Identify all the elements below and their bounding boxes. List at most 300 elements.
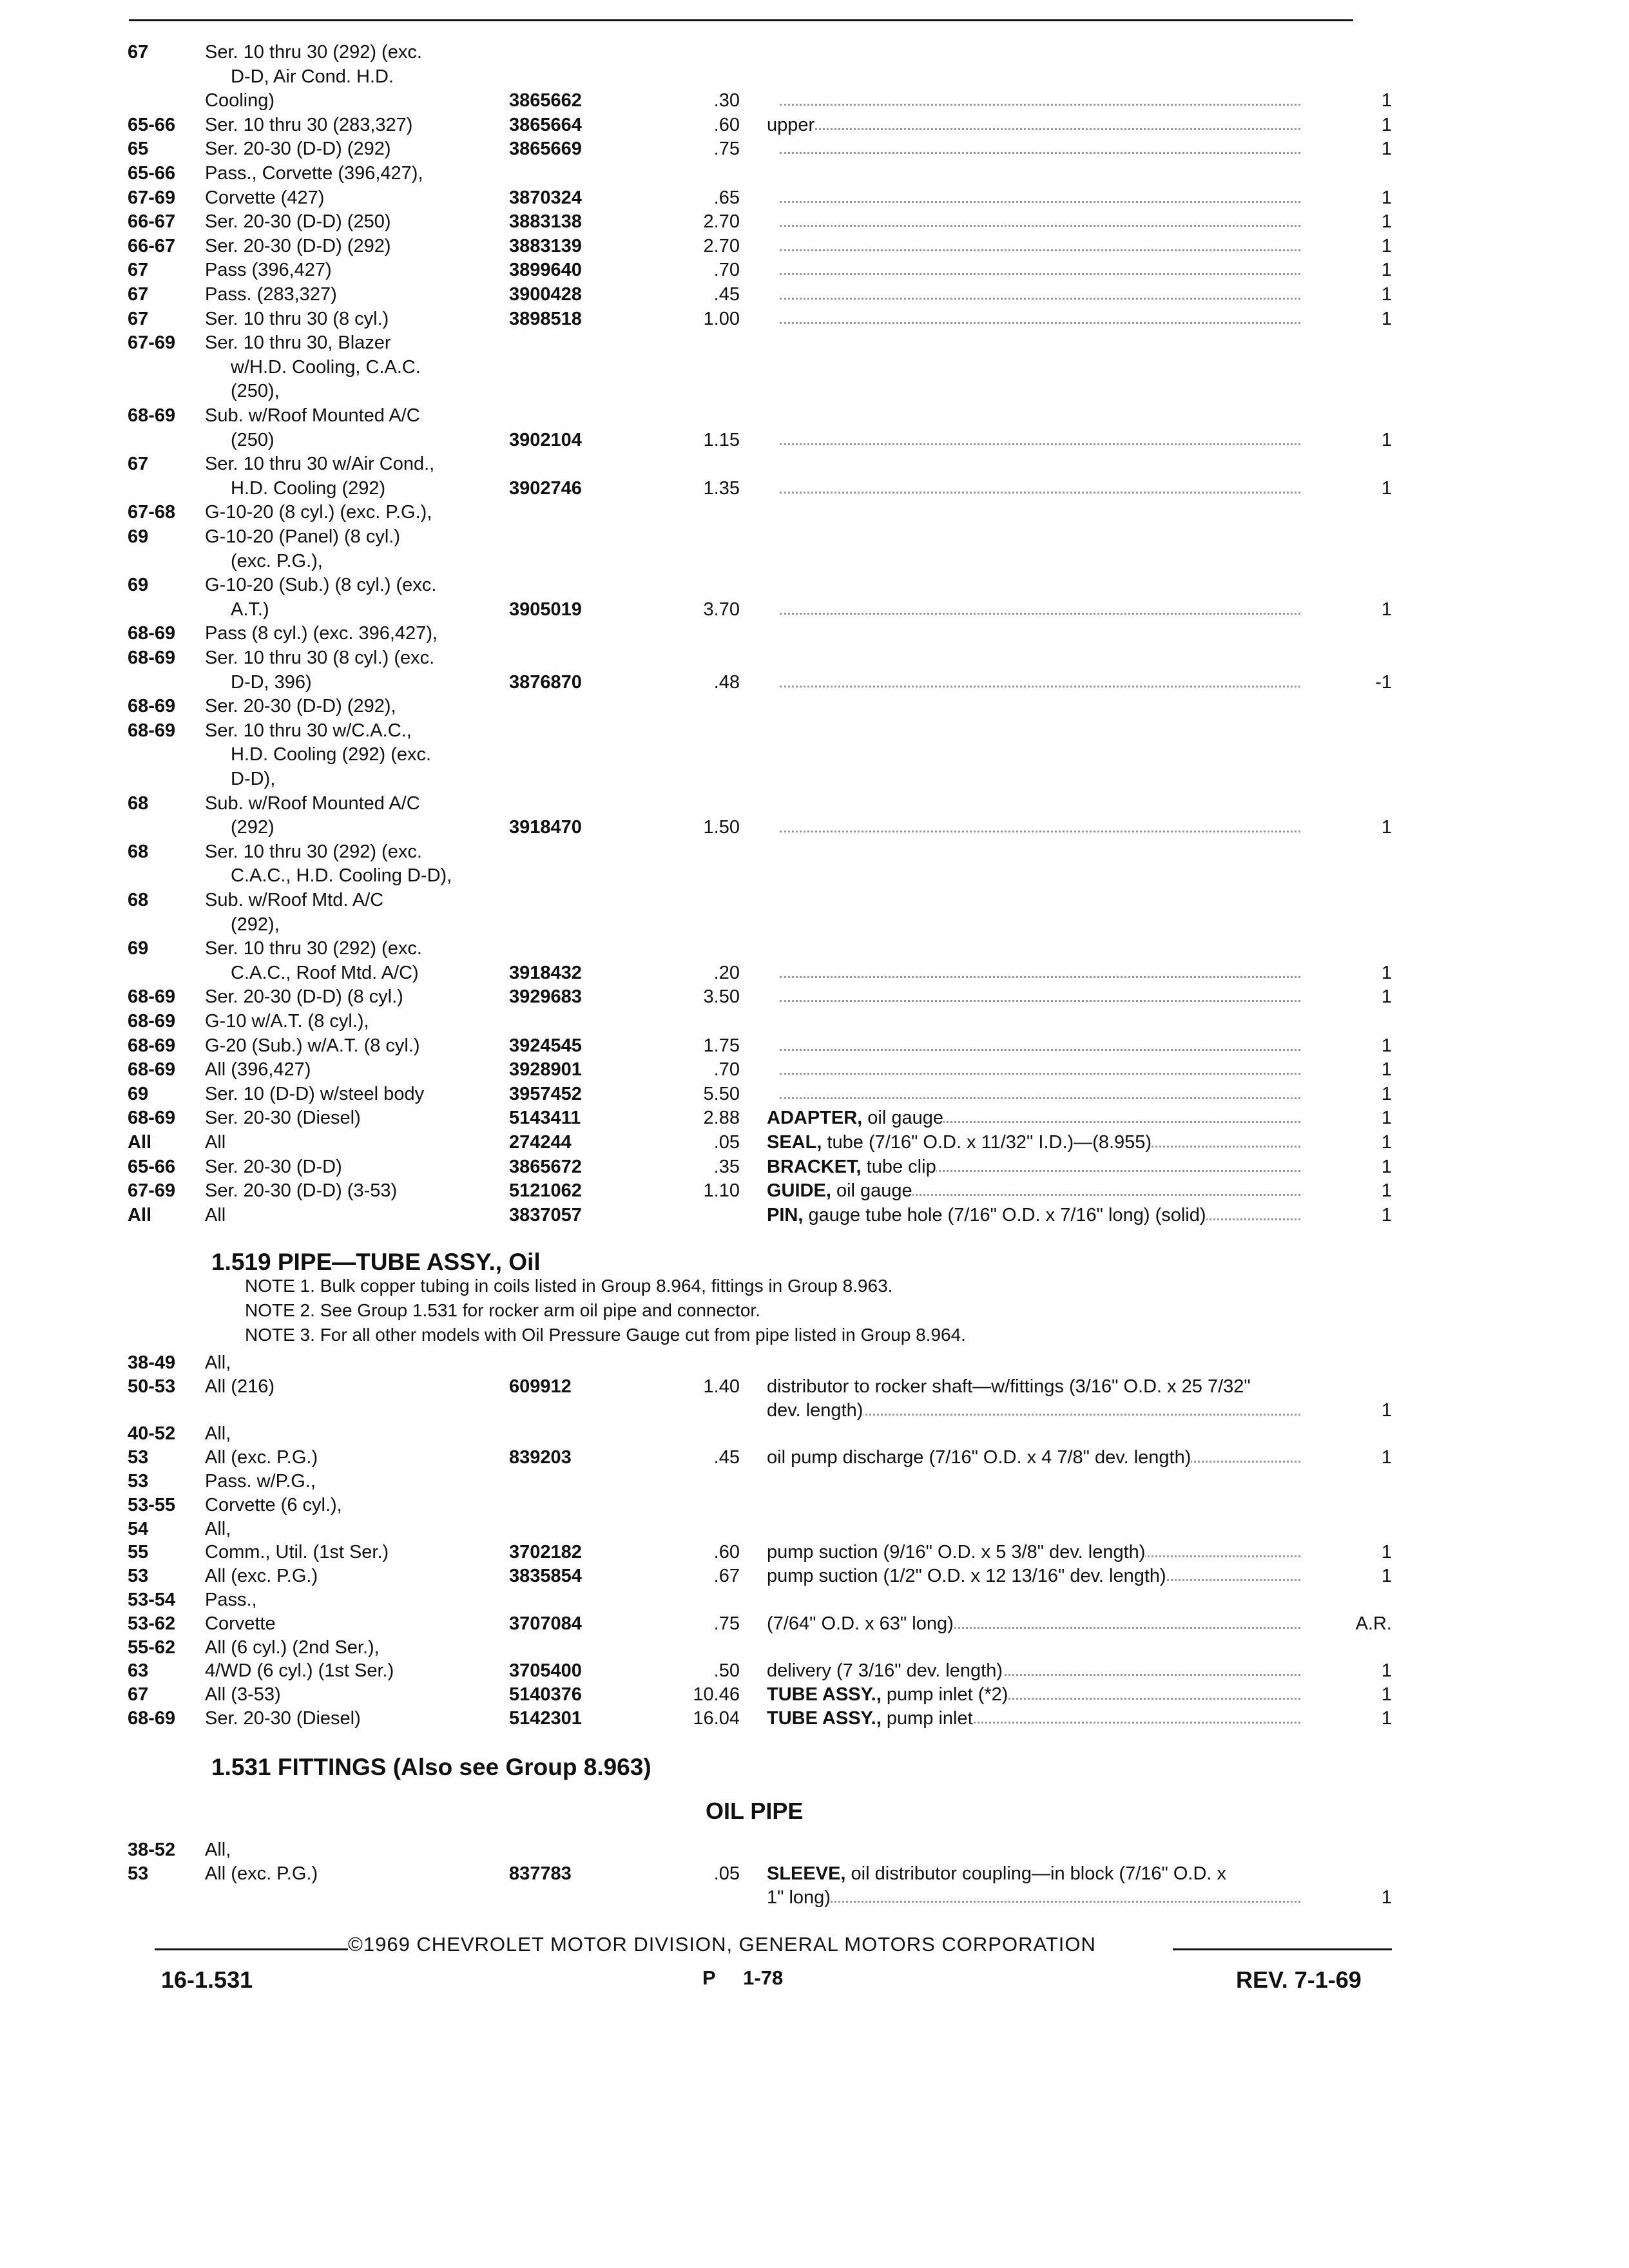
part-number-cell: 3870324 <box>509 187 582 208</box>
part-number-cell: 3876870 <box>509 671 582 693</box>
leader-dots <box>780 152 1358 154</box>
quantity-cell: 1 <box>1302 186 1392 210</box>
year-cell: 68-69 <box>128 1708 176 1729</box>
part-number-cell: 3865664 <box>509 114 582 135</box>
year-cell: 65 <box>128 139 149 160</box>
year-cell: 69 <box>128 1083 149 1104</box>
application-cell: Corvette (427) <box>205 187 325 208</box>
price-cell: .20 <box>713 962 740 983</box>
quantity-cell: -1 <box>1302 670 1392 695</box>
application-cell: Sub. w/Roof Mounted A/C <box>205 405 420 426</box>
description-cell: distributor to rocker shaft—w/fittings (3/16" O.D. x 25 7/32" <box>767 1374 1251 1399</box>
application-cell: Corvette (6 cyl.), <box>205 1494 342 1515</box>
description-cell: 1" long) <box>767 1885 831 1910</box>
table-row <box>0 1658 1629 1683</box>
price-cell: 1.75 <box>703 1035 740 1056</box>
application-cell: Ser. 20-30 (D-D) <box>205 1156 342 1177</box>
year-cell: 68-69 <box>128 696 176 717</box>
part-number-cell: 3902746 <box>509 477 582 499</box>
table-row <box>0 1374 1629 1399</box>
part-number-cell: 3883139 <box>509 235 582 256</box>
table-row <box>0 1106 1629 1130</box>
year-cell: 69 <box>128 938 149 959</box>
application-cell: Sub. w/Roof Mtd. A/C <box>205 890 384 910</box>
part-number-cell: 3837057 <box>509 1204 582 1225</box>
table-row <box>0 258 1629 282</box>
price-cell: .75 <box>713 1613 740 1634</box>
price-cell: 5.50 <box>703 1083 740 1104</box>
application-cell: H.D. Cooling (292) (exc. <box>231 744 432 765</box>
quantity-cell: 1 <box>1302 1658 1392 1683</box>
table-row <box>0 500 1629 524</box>
table-row <box>0 1469 1629 1494</box>
description-cell: SEAL, tube (7/16" O.D. x 11/32" I.D.)—(8.955) <box>767 1130 1152 1155</box>
application-cell: All, <box>205 1840 231 1860</box>
year-cell: All <box>128 1132 152 1153</box>
application-cell: (exc. P.G.), <box>231 550 323 572</box>
quantity-cell: 1 <box>1302 258 1392 282</box>
table-row <box>0 307 1629 331</box>
year-cell: 55-62 <box>128 1637 176 1658</box>
year-cell: 40-52 <box>128 1423 176 1445</box>
leader-dots <box>780 1000 1358 1002</box>
note-1: NOTE 1. Bulk copper tubing in coils listed in Group 8.964, fittings in Group 8.963. <box>245 1276 893 1296</box>
price-cell: 1.40 <box>703 1376 740 1397</box>
application-cell: D-D), <box>231 769 276 789</box>
table-row <box>0 1130 1629 1155</box>
application-cell: All <box>205 1204 226 1225</box>
description-cell: pump suction (9/16" O.D. x 5 3/8" dev. length) <box>767 1540 1145 1564</box>
table-row <box>0 282 1629 307</box>
table-row <box>0 1203 1629 1227</box>
quantity-cell: 1 <box>1302 1564 1392 1588</box>
table-row <box>0 621 1629 646</box>
table-row <box>0 573 1629 597</box>
year-cell: 53-54 <box>128 1590 176 1610</box>
price-cell: .45 <box>713 284 740 305</box>
table-row <box>0 1421 1629 1446</box>
quantity-cell: 1 <box>1302 1682 1392 1707</box>
leader-dots <box>780 613 1358 615</box>
part-number-cell: 3702182 <box>509 1542 582 1563</box>
application-cell: D-D, Air Cond. H.D. <box>231 66 394 87</box>
table-row <box>0 64 1629 89</box>
year-cell: 67-69 <box>128 332 176 354</box>
quantity-cell: 1 <box>1302 209 1392 234</box>
application-cell: Ser. 20-30 (Diesel) <box>205 1708 361 1729</box>
part-number-cell: 3918470 <box>509 817 582 838</box>
year-cell: 68-69 <box>128 720 176 741</box>
leader-dots <box>780 1097 1358 1099</box>
table-row <box>0 1057 1629 1082</box>
year-cell: 67 <box>128 308 149 329</box>
part-number-cell: 3883138 <box>509 211 582 233</box>
part-number-cell: 3900428 <box>509 284 582 305</box>
price-cell: .30 <box>713 90 740 111</box>
quantity-cell: 1 <box>1302 307 1392 331</box>
description-cell: SLEEVE, oil distributor coupling—in block (7/16" O.D. x <box>767 1861 1226 1886</box>
year-cell: 38-49 <box>128 1352 176 1373</box>
description-cell: oil pump discharge (7/16" O.D. x 4 7/8" dev. length) <box>767 1445 1191 1470</box>
year-cell: 38-52 <box>128 1840 176 1860</box>
table-row <box>0 88 1629 113</box>
table-row <box>0 403 1629 428</box>
application-cell: Sub. w/Roof Mounted A/C <box>205 793 420 814</box>
table-row <box>0 791 1629 816</box>
year-cell: 67-69 <box>128 187 176 208</box>
table-row <box>0 549 1629 573</box>
quantity-cell: 1 <box>1302 597 1392 622</box>
subheading-oil-pipe: OIL PIPE <box>706 1798 804 1824</box>
year-cell: 68-69 <box>128 648 176 668</box>
quantity-cell: 1 <box>1302 1445 1392 1470</box>
note-2: NOTE 2. See Group 1.531 for rocker arm oil pipe and connector. <box>245 1300 760 1320</box>
application-cell: 4/WD (6 cyl.) (1st Ser.) <box>205 1660 394 1682</box>
table-row <box>0 476 1629 501</box>
application-cell: All (216) <box>205 1376 275 1397</box>
year-cell: 67 <box>128 42 149 62</box>
quantity-cell: 1 <box>1302 428 1392 452</box>
price-cell: 2.70 <box>703 211 740 233</box>
table-row <box>0 331 1629 355</box>
year-cell: 67 <box>128 260 149 281</box>
description-cell: GUIDE, oil gauge <box>767 1178 912 1203</box>
description-cell: BRACKET, tube clip <box>767 1155 936 1179</box>
year-cell: 68-69 <box>128 405 176 426</box>
application-cell: Ser. 10 thru 30 (292) (exc. <box>205 841 422 862</box>
year-cell: 50-53 <box>128 1376 176 1397</box>
quantity-cell: 1 <box>1302 1057 1392 1082</box>
application-cell: Ser. 10 thru 30 (292) (exc. <box>205 938 422 959</box>
application-cell: All (3-53) <box>205 1684 281 1706</box>
price-cell: .35 <box>713 1156 740 1177</box>
year-cell: 53 <box>128 1566 149 1587</box>
year-cell: 53 <box>128 1863 149 1884</box>
application-cell: w/H.D. Cooling, C.A.C. <box>231 356 421 378</box>
description-cell: PIN, gauge tube hole (7/16" O.D. x 7/16" long) (solid) <box>767 1203 1206 1227</box>
table-row <box>0 742 1629 767</box>
part-number-cell: 609912 <box>509 1376 572 1397</box>
application-cell: All (6 cyl.) (2nd Ser.), <box>205 1637 380 1658</box>
table-row <box>0 888 1629 912</box>
quantity-cell: 1 <box>1302 1155 1392 1179</box>
part-number-cell: 3865662 <box>509 90 582 111</box>
table-row <box>0 1682 1629 1707</box>
table-row <box>0 1493 1629 1517</box>
price-cell: 2.88 <box>703 1108 740 1129</box>
footer-rule-right <box>1173 1948 1392 1950</box>
quantity-cell: 1 <box>1302 1203 1392 1227</box>
table-row <box>0 961 1629 985</box>
leader-dots <box>780 201 1358 203</box>
quantity-cell: 1 <box>1302 1178 1392 1203</box>
year-cell: 68 <box>128 841 149 862</box>
application-cell: Corvette <box>205 1613 276 1634</box>
part-number-cell: 3928901 <box>509 1059 582 1081</box>
year-cell: 65-66 <box>128 163 176 184</box>
description-cell: TUBE ASSY., pump inlet (*2) <box>767 1682 1008 1707</box>
table-row <box>0 1445 1629 1470</box>
footer-page-left: 16-1.531 <box>161 1966 253 1993</box>
quantity-cell: 1 <box>1302 985 1392 1009</box>
table-row <box>0 840 1629 864</box>
quantity-cell: 1 <box>1302 282 1392 307</box>
year-cell: 53-62 <box>128 1613 176 1634</box>
description-cell: delivery (7 3/16" dev. length) <box>767 1658 1003 1683</box>
footer-revision: REV. 7-1-69 <box>1236 1966 1362 1993</box>
quantity-cell: A.R. <box>1302 1611 1392 1636</box>
quantity-cell: 1 <box>1302 961 1392 985</box>
leader-dots <box>780 322 1358 324</box>
price-cell: .70 <box>713 1059 740 1081</box>
table-row <box>0 1009 1629 1033</box>
year-cell: 53 <box>128 1447 149 1468</box>
application-cell: G-10-20 (Sub.) (8 cyl.) (exc. <box>205 575 437 596</box>
leader-dots <box>780 1414 1358 1416</box>
leader-dots <box>780 104 1358 106</box>
year-cell: 54 <box>128 1518 149 1539</box>
leader-dots <box>780 298 1358 300</box>
table-row <box>0 428 1629 452</box>
application-cell: All (exc. P.G.) <box>205 1566 318 1587</box>
year-cell: 67-69 <box>128 1180 176 1202</box>
table-row <box>0 1178 1629 1203</box>
year-cell: 53 <box>128 1471 149 1492</box>
year-cell: 68 <box>128 793 149 814</box>
part-number-cell: 274244 <box>509 1132 572 1153</box>
table-row <box>0 597 1629 622</box>
application-cell: Ser. 10 thru 30 (8 cyl.) (exc. <box>205 648 435 668</box>
description-cell: TUBE ASSY., pump inlet <box>767 1706 973 1731</box>
price-cell: .65 <box>713 187 740 208</box>
year-cell: 67-68 <box>128 502 176 523</box>
footer-page-center: P 1-78 <box>702 1966 784 1989</box>
application-cell: Ser. 10 thru 30, Blazer <box>205 332 391 354</box>
leader-dots <box>780 1073 1358 1075</box>
application-cell: (292) <box>231 817 275 838</box>
application-cell: Pass. (283,327) <box>205 284 337 305</box>
year-cell: 68 <box>128 890 149 910</box>
table-row <box>0 234 1629 258</box>
year-cell: 69 <box>128 575 149 596</box>
table-row <box>0 1838 1629 1862</box>
application-cell: Ser. 10 thru 30 w/Air Cond., <box>205 454 435 475</box>
application-cell: C.A.C., Roof Mtd. A/C) <box>231 962 419 983</box>
application-cell: H.D. Cooling (292) <box>231 477 386 499</box>
application-cell: C.A.C., H.D. Cooling D-D), <box>231 865 452 887</box>
table-row <box>0 524 1629 549</box>
description-cell: (7/64" O.D. x 63" long) <box>767 1611 954 1636</box>
quantity-cell: 1 <box>1302 113 1392 137</box>
year-cell: All <box>128 1204 152 1225</box>
year-cell: 67 <box>128 454 149 475</box>
application-cell: Ser. 20-30 (D-D) (292), <box>205 696 396 717</box>
table-row <box>0 379 1629 403</box>
price-cell: .50 <box>713 1660 740 1682</box>
application-cell: Ser. 10 (D-D) w/steel body <box>205 1083 425 1104</box>
application-cell: Pass (396,427) <box>205 260 332 281</box>
application-cell: G-20 (Sub.) w/A.T. (8 cyl.) <box>205 1035 420 1056</box>
quantity-cell: 1 <box>1302 1885 1392 1910</box>
part-number-cell: 3905019 <box>509 599 582 620</box>
price-cell: .60 <box>713 114 740 135</box>
leader-dots <box>780 443 1358 445</box>
application-cell: Ser. 10 thru 30 (292) (exc. <box>205 42 422 62</box>
quantity-cell: 1 <box>1302 815 1392 840</box>
note-3: NOTE 3. For all other models with Oil Pressure Gauge cut from pipe listed in Group 8.964. <box>245 1325 966 1345</box>
application-cell: Ser. 20-30 (D-D) (292) <box>205 139 391 160</box>
table-row <box>0 1350 1629 1375</box>
part-number-cell: 3918432 <box>509 962 582 983</box>
table-row <box>0 137 1629 161</box>
section-heading-1519: 1.519 PIPE—TUBE ASSY., Oil <box>211 1249 541 1275</box>
application-cell: Comm., Util. (1st Ser.) <box>205 1542 389 1563</box>
table-row <box>0 718 1629 743</box>
price-cell: 3.50 <box>703 986 740 1008</box>
year-cell: 68-69 <box>128 623 176 644</box>
table-row <box>0 863 1629 888</box>
year-cell: 69 <box>128 526 149 547</box>
part-number-cell: 5142301 <box>509 1708 582 1729</box>
top-rule <box>129 19 1353 21</box>
table-row <box>0 1540 1629 1564</box>
price-cell: .48 <box>713 671 740 693</box>
table-row <box>0 1082 1629 1106</box>
table-row <box>0 1885 1629 1910</box>
table-row <box>0 40 1629 64</box>
leader-dots <box>780 976 1358 978</box>
application-cell: All (396,427) <box>205 1059 311 1081</box>
leader-dots <box>780 273 1358 275</box>
table-row <box>0 1155 1629 1179</box>
description-cell: pump suction (1/2" O.D. x 12 13/16" dev. length) <box>767 1564 1166 1588</box>
quantity-cell: 1 <box>1302 1106 1392 1130</box>
table-row <box>0 694 1629 718</box>
table-row <box>0 1517 1629 1541</box>
year-cell: 68-69 <box>128 1108 176 1129</box>
leader-dots <box>780 128 1358 130</box>
part-number-cell: 3835854 <box>509 1566 582 1587</box>
application-cell: Pass. w/P.G., <box>205 1471 316 1492</box>
year-cell: 63 <box>128 1660 149 1682</box>
section-heading-1531: 1.531 FITTINGS (Also see Group 8.963) <box>211 1754 651 1780</box>
table-row <box>0 1861 1629 1886</box>
price-cell: 1.00 <box>703 308 740 329</box>
price-cell: .75 <box>713 139 740 160</box>
table-row <box>0 1564 1629 1588</box>
price-cell: .70 <box>713 260 740 281</box>
description-cell: upper <box>767 113 815 137</box>
application-cell: Pass (8 cyl.) (exc. 396,427), <box>205 623 438 644</box>
table-row <box>0 767 1629 791</box>
table-row <box>0 1033 1629 1058</box>
price-cell: .60 <box>713 1542 740 1563</box>
application-cell: All (exc. P.G.) <box>205 1447 318 1468</box>
leader-dots <box>780 1049 1358 1051</box>
application-cell: (250) <box>231 429 275 450</box>
quantity-cell: 1 <box>1302 1082 1392 1106</box>
table-row <box>0 670 1629 695</box>
table-row <box>0 646 1629 670</box>
application-cell: Ser. 10 thru 30 (8 cyl.) <box>205 308 389 329</box>
leader-dots <box>780 831 1358 832</box>
leader-dots <box>780 686 1358 687</box>
quantity-cell: 1 <box>1302 1130 1392 1155</box>
year-cell: 68-69 <box>128 986 176 1008</box>
application-cell: G-10-20 (Panel) (8 cyl.) <box>205 526 400 547</box>
application-cell: Cooling) <box>205 90 275 111</box>
leader-dots <box>780 249 1358 251</box>
table-row <box>0 161 1629 186</box>
price-cell: 2.70 <box>703 235 740 256</box>
year-cell: 68-69 <box>128 1059 176 1081</box>
price-cell: 1.15 <box>703 429 740 450</box>
part-number-cell: 3899640 <box>509 260 582 281</box>
table-row <box>0 815 1629 840</box>
price-cell: 10.46 <box>693 1684 740 1706</box>
application-cell: Pass., <box>205 1590 257 1610</box>
part-number-cell: 5121062 <box>509 1180 582 1202</box>
application-cell: All <box>205 1132 226 1153</box>
leader-dots <box>780 1901 1358 1903</box>
part-number-cell: 3865672 <box>509 1156 582 1177</box>
application-cell: All, <box>205 1518 231 1539</box>
application-cell: Ser. 10 thru 30 w/C.A.C., <box>205 720 412 741</box>
table-row <box>0 912 1629 937</box>
table-row <box>0 186 1629 210</box>
quantity-cell: 1 <box>1302 1398 1392 1423</box>
footer-rule-left <box>155 1948 348 1950</box>
part-number-cell: 3705400 <box>509 1660 582 1682</box>
year-cell: 66-67 <box>128 211 176 233</box>
table-row <box>0 1611 1629 1636</box>
application-cell: Ser. 20-30 (D-D) (292) <box>205 235 391 256</box>
year-cell: 65-66 <box>128 114 176 135</box>
application-cell: D-D, 396) <box>231 671 312 693</box>
price-cell: 1.35 <box>703 477 740 499</box>
footer-copyright: ©1969 CHEVROLET MOTOR DIVISION, GENERAL MOTORS CORPORATION <box>348 1933 1096 1956</box>
part-number-cell: 3924545 <box>509 1035 582 1056</box>
table-row <box>0 936 1629 961</box>
description-cell: dev. length) <box>767 1398 863 1423</box>
quantity-cell: 1 <box>1302 88 1392 113</box>
application-cell: Ser. 20-30 (D-D) (3-53) <box>205 1180 398 1202</box>
part-number-cell: 3898518 <box>509 308 582 329</box>
year-cell: 65-66 <box>128 1156 176 1177</box>
application-cell: G-10-20 (8 cyl.) (exc. P.G.), <box>205 502 432 523</box>
quantity-cell: 1 <box>1302 476 1392 501</box>
quantity-cell: 1 <box>1302 234 1392 258</box>
price-cell: .05 <box>713 1863 740 1884</box>
price-cell: .67 <box>713 1566 740 1587</box>
leader-dots <box>780 492 1358 494</box>
table-row <box>0 113 1629 137</box>
part-number-cell: 5140376 <box>509 1684 582 1706</box>
part-number-cell: 837783 <box>509 1863 572 1884</box>
price-cell: 3.70 <box>703 599 740 620</box>
price-cell: 16.04 <box>693 1708 740 1729</box>
application-cell: All, <box>205 1423 231 1445</box>
year-cell: 67 <box>128 1684 149 1706</box>
application-cell: Ser. 20-30 (Diesel) <box>205 1108 361 1129</box>
table-row <box>0 1588 1629 1612</box>
application-cell: (292), <box>231 914 280 935</box>
year-cell: 68-69 <box>128 1035 176 1056</box>
table-row <box>0 209 1629 234</box>
year-cell: 66-67 <box>128 235 176 256</box>
table-row <box>0 985 1629 1009</box>
application-cell: Ser. 20-30 (D-D) (8 cyl.) <box>205 986 403 1008</box>
